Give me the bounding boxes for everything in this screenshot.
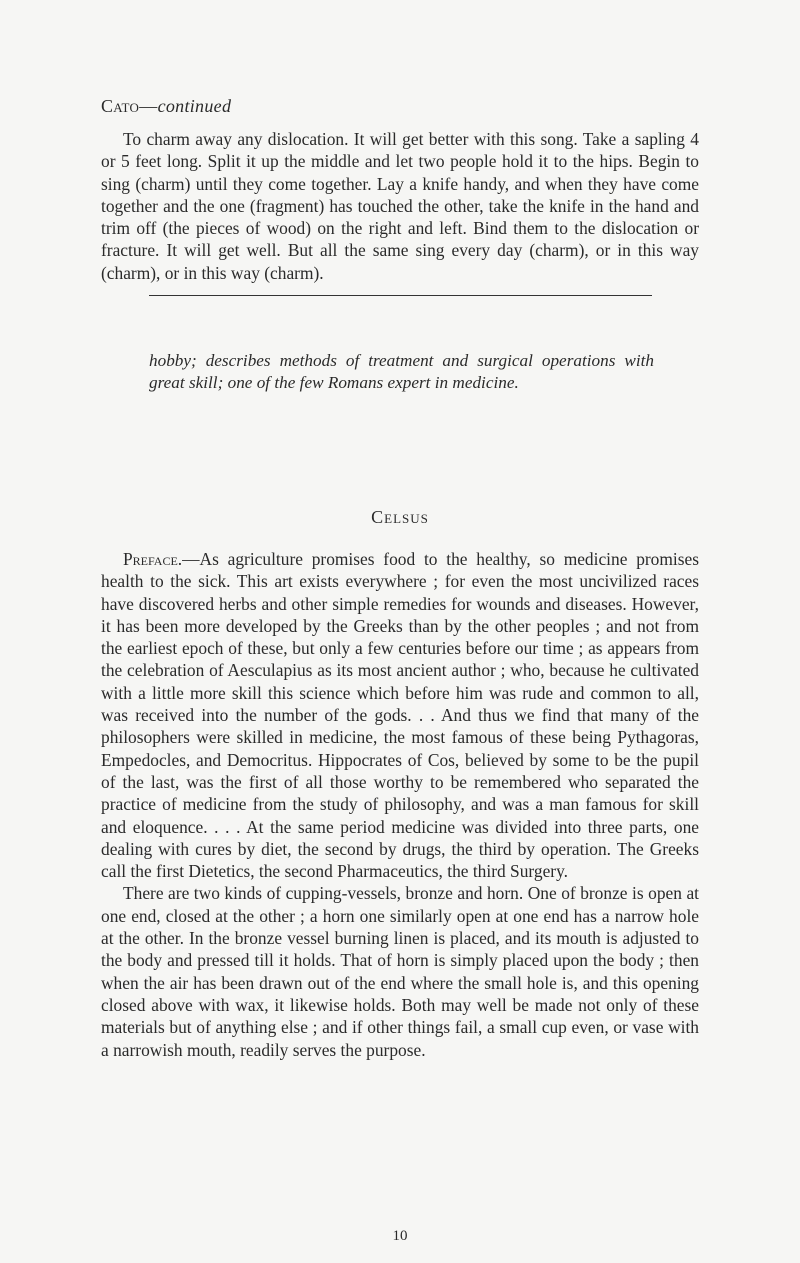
section-divider — [149, 295, 652, 296]
page-number: 10 — [392, 1228, 408, 1244]
celsus-passage — [101, 548, 699, 1061]
preface-text: —As agriculture promises food to the healthy, so medicine promises health to the sick. This art exists everywhere ; for even the most uncivilized races have discovered herbs and other simple remedies for wounds and diseases. However, it has been more developed by the Greeks than by the other peoples ; and not from the earliest epoch of these, but only a few centuries before our time ; as appears from the celebration of Aesculapius as its most ancient author ; who, because he cultivated with a little more skill this science which before him was rude and common to all, was received into the number of the gods. . . And thus we find that many of the philosophers were skilled in medicine, the most famous of these being Pythagoras, Empedocles, and Democritus. Hippocrates of Cos, believed by some to be the pupil of the last, was the first of all those worthy to be remembered who separated the practice of medicine from the study of philosophy, and was a man famous for skill and eloquence. . . . At the same period medicine was divided into three parts, one dealing with cures by diet, the second by drugs, the third by operation. The Greeks call the first Dietetics, the second Pharmaceutics, the third Surgery. — [101, 549, 699, 882]
celsus-intro: hobby; describes methods of treatment and surgical operations with great skill; one of the few Romans expert in medicine. — [149, 351, 654, 393]
cato-passage — [101, 128, 699, 284]
header-continued: continued — [157, 96, 232, 116]
cupping-paragraph: There are two kinds of cupping-vessels, bronze and horn. One of bronze is open at one end, closed at the other ; a horn one similarly open at one end has a narrow hole at the other. In the bronze vessel burning linen is placed, and its mouth is adjusted to the body and pressed till it holds. That of horn is simply placed upon the body ; then when the air has been drawn out of the end where the small hole is, and this opening closed above with wax, it likewise holds. Both may well be made not only of these materials but of anything else ; and if other things fail, a small cup even, or vase with a narrowish mouth, readily serves the purpose. — [101, 883, 699, 1060]
header-dash: — — [139, 96, 158, 116]
section-title: Celsus — [371, 507, 429, 527]
preface-paragraph — [101, 548, 699, 882]
header-name: Cato — [101, 96, 140, 116]
running-header — [101, 96, 231, 117]
cato-paragraph: To charm away any dislocation. It will get better with this song. Take a sapling 4 or 5 feet long. Split it up the middle and let two people hold it to the hips. Begin to sing (charm) until they come together. Lay a knife handy, and when they have come together and the one (fragment) has touched the other, take the knife in the hand and trim off (the pieces of wood) on the right and left. Bind them to the dislocation or fracture. It will get well. But all the same sing every day (charm), or in this way (charm), or in this way (charm). — [101, 129, 699, 283]
preface-label: Preface. — [123, 549, 183, 569]
